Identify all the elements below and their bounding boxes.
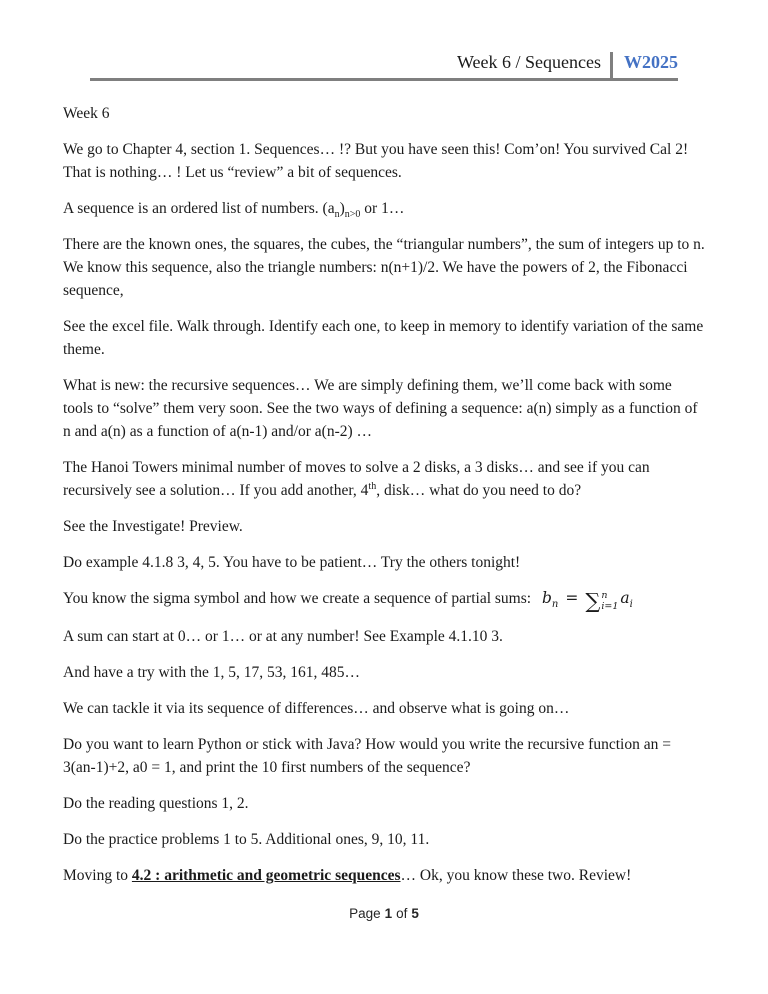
formula-a: a bbox=[620, 589, 630, 607]
page-footer bbox=[0, 906, 768, 921]
paragraph-python-java: Do you want to learn Python or stick with Java? How would you write the recursive function an = 3(an-1)+2, a0 = 1, and print the 10 first numbers of the sequence? bbox=[63, 736, 671, 777]
formula-equals: = bbox=[565, 589, 579, 607]
hanoi-text: The Hanoi Towers minimal number of moves to solve a 2 disks, a 3 disks… and see if you can recursively see a solution… If you add another, 4 bbox=[63, 459, 650, 499]
formula-a-subscript: i bbox=[629, 599, 633, 611]
page-header bbox=[90, 52, 678, 81]
partial-sums-formula bbox=[541, 589, 633, 613]
formula-b-subscript: n bbox=[551, 599, 559, 611]
sigma-intro-text: You know the sigma symbol and how we create a sequence of partial sums: bbox=[63, 590, 535, 607]
paragraph-example: Do example 4.1.8 3, 4, 5. You have to be patient… Try the others tonight! bbox=[63, 554, 521, 571]
paragraph-try-sequence: And have a try with the 1, 5, 17, 53, 161, 485… bbox=[63, 664, 361, 682]
paragraph-sum-start: A sum can start at 0… or 1… or at any number! See Example 4.1.10 3. bbox=[63, 628, 503, 646]
paragraph-sigma bbox=[63, 587, 705, 612]
section-42-bold-underline: 4.2 : arithmetic and geometric sequences bbox=[131, 867, 401, 885]
moving-text-end: … Ok, you know these two. Review! bbox=[400, 867, 632, 885]
sigma-symbol-group bbox=[585, 591, 618, 613]
subscript-n-gt-0: n>0 bbox=[344, 209, 361, 221]
footer-of-label: of bbox=[396, 906, 408, 921]
paragraph-week6: Week 6 bbox=[63, 105, 110, 122]
paragraph-recursive-sequences: What is new: the recursive sequences… We are simply defining them, we’ll come back with some tools to “solve” them very soon. See the two ways of defining a sequence: a(n) simply as a function of n and a(n) as a function of a(n-1) and/or a(n-2) … bbox=[63, 377, 698, 440]
paragraph-moving-to-42 bbox=[63, 864, 705, 887]
formula-b: b bbox=[541, 589, 552, 607]
footer-page-number: 1 bbox=[384, 906, 393, 921]
paragraph-excel-file: See the excel file. Walk through. Identify each one, to keep in memory to identify variation of the same theme. bbox=[63, 318, 704, 358]
superscript-th: th bbox=[368, 480, 377, 492]
header-divider-bar bbox=[610, 52, 613, 78]
paragraph-chapter-intro: We go to Chapter 4, section 1. Sequences… !? But you have seen this! Com’on! You survived Cal 2! That is nothing… ! Let us “review” a bit of sequences. bbox=[63, 141, 689, 181]
moving-text: Moving to bbox=[63, 867, 132, 885]
document-body bbox=[63, 81, 705, 887]
hanoi-text-end: , disk… what do you need to do? bbox=[376, 482, 582, 499]
sigma-lower-limit: i=1 bbox=[601, 600, 619, 612]
paragraph-investigate: See the Investigate! Preview. bbox=[63, 518, 243, 535]
paragraph-practice-problems: Do the practice problems 1 to 5. Additional ones, 9, 10, 11. bbox=[63, 831, 430, 849]
sigma-limits bbox=[601, 591, 618, 613]
footer-page-label: Page bbox=[349, 906, 381, 921]
sigma-icon: ∑ bbox=[585, 589, 601, 613]
sigma-upper-limit: n bbox=[601, 589, 608, 601]
header-year-badge: W2025 bbox=[624, 52, 678, 72]
paragraph-reading-questions: Do the reading questions 1, 2. bbox=[63, 795, 249, 813]
header-title: Week 6 / Sequences bbox=[457, 52, 601, 72]
paragraph-differences: We can tackle it via its sequence of differences… and observe what is going on… bbox=[63, 700, 570, 718]
paragraph-hanoi-towers bbox=[63, 456, 705, 502]
paragraph-known-sequences: There are the known ones, the squares, the cubes, the “triangular numbers”, the sum of integers up to n. We know this sequence, also the triangle numbers: n(n+1)/2. We have the powers of 2, the Fibonacci sequence, bbox=[63, 236, 705, 299]
sequence-def-paren: ) bbox=[339, 200, 345, 217]
paragraph-sequence-definition bbox=[63, 197, 705, 220]
footer-total-pages: 5 bbox=[411, 906, 419, 921]
subscript-n: n bbox=[334, 209, 340, 221]
sequence-def-text: A sequence is an ordered list of numbers. (a bbox=[63, 200, 335, 217]
sequence-def-end: or 1… bbox=[360, 200, 405, 217]
